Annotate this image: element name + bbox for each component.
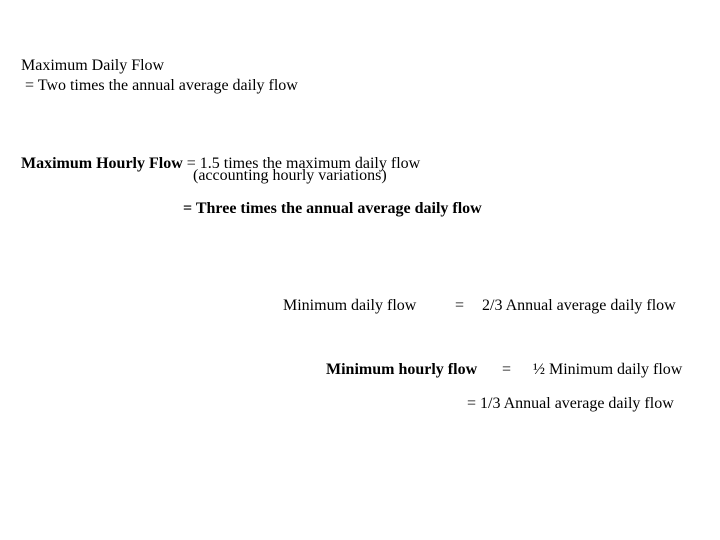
max-daily-line [13,36,298,96]
min-daily-eq: = [455,297,465,314]
min-hourly-result: = 1/3 Annual average daily flow [467,395,674,412]
min-hourly-eq: = [502,361,512,378]
min-daily-label: Minimum daily flow [283,297,417,314]
min-hourly-value: ½ Minimum daily flow [533,361,683,378]
max-hourly-note: (accounting hourly variations) [193,167,387,184]
min-hourly-label: Minimum hourly flow [326,361,478,378]
max-daily-eq: = Two times the annual average daily flow [25,77,298,94]
max-hourly-result: = Three times the annual average daily flow [183,200,482,217]
max-hourly-eq: = 1.5 times the maximum daily flow [182,155,421,172]
max-daily-label: Maximum Daily Flow [21,57,165,74]
max-hourly-label: Maximum Hourly Flow [21,155,183,172]
min-daily-value: 2/3 Annual average daily flow [482,297,676,314]
